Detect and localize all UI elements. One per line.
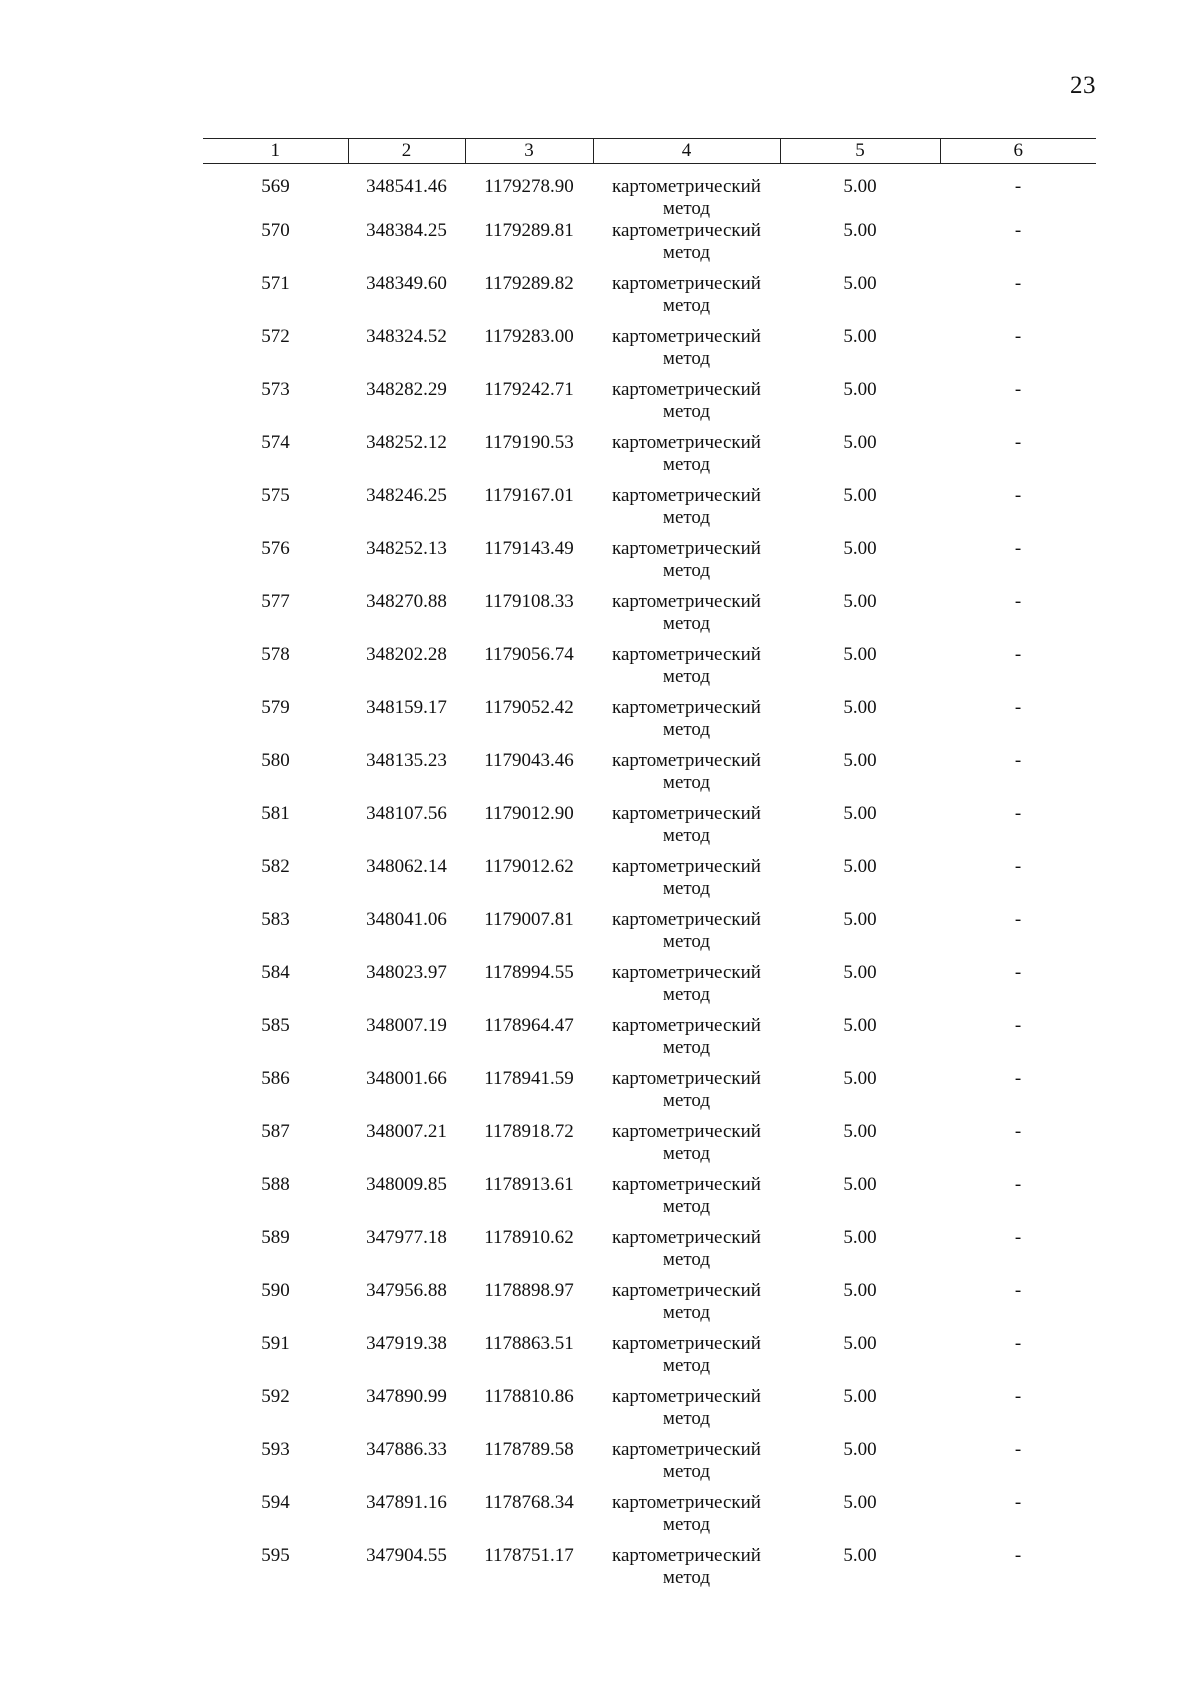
note-cell: - <box>1014 962 1022 983</box>
note-cell: - <box>1014 1492 1022 1513</box>
table-row <box>203 1227 1096 1280</box>
point-number-cell: 570 <box>261 220 290 241</box>
method-cell <box>593 962 780 1015</box>
x-coordinate-cell: 348041.06 <box>366 909 447 930</box>
x-coordinate-cell: 347886.33 <box>366 1439 447 1460</box>
accuracy-cell: 5.00 <box>843 326 877 347</box>
column-header-4: 4 <box>593 139 780 164</box>
method-line-2: метод <box>662 1143 711 1164</box>
method-line-1: картометрический <box>612 1439 761 1460</box>
table-row <box>203 1492 1096 1545</box>
y-coordinate-cell: 1178918.72 <box>484 1121 574 1142</box>
method-cell <box>593 1015 780 1068</box>
x-coordinate-cell: 348246.25 <box>366 485 447 506</box>
method-line-1: картометрический <box>612 1492 761 1513</box>
point-number-cell: 584 <box>261 962 290 983</box>
point-number-cell: 580 <box>261 750 290 771</box>
method-cell <box>593 1439 780 1492</box>
y-coordinate-cell: 1179007.81 <box>484 909 574 930</box>
x-coordinate-cell: 348324.52 <box>366 326 447 347</box>
point-number-cell: 587 <box>261 1121 290 1142</box>
method-line-1: картометрический <box>612 697 761 718</box>
note-cell: - <box>1014 1439 1022 1460</box>
method-line-2: метод <box>662 931 711 952</box>
x-coordinate-cell: 348541.46 <box>366 176 447 197</box>
accuracy-cell: 5.00 <box>843 485 877 506</box>
table-header <box>203 139 1096 164</box>
accuracy-cell: 5.00 <box>843 1227 877 1248</box>
method-line-1: картометрический <box>612 1386 761 1407</box>
method-line-1: картометрический <box>612 1121 761 1142</box>
method-cell <box>593 644 780 697</box>
method-line-1: картометрический <box>612 326 761 347</box>
method-line-1: картометрический <box>612 1333 761 1354</box>
table-row <box>203 962 1096 1015</box>
x-coordinate-cell: 348007.19 <box>366 1015 447 1036</box>
column-header-2: 2 <box>348 139 465 164</box>
method-cell <box>593 750 780 803</box>
method-cell <box>593 538 780 591</box>
note-cell: - <box>1014 591 1022 612</box>
note-cell: - <box>1014 1015 1022 1036</box>
point-number-cell: 589 <box>261 1227 290 1248</box>
x-coordinate-cell: 348270.88 <box>366 591 447 612</box>
table-row <box>203 164 1096 221</box>
method-cell <box>593 1068 780 1121</box>
method-line-1: картометрический <box>612 591 761 612</box>
x-coordinate-cell: 348107.56 <box>366 803 447 824</box>
method-cell <box>593 1121 780 1174</box>
table-row <box>203 856 1096 909</box>
y-coordinate-cell: 1179289.81 <box>484 220 574 241</box>
x-coordinate-cell: 347891.16 <box>366 1492 447 1513</box>
coordinates-table <box>203 138 1096 1598</box>
method-line-2: метод <box>662 454 711 475</box>
method-line-1: картометрический <box>612 644 761 665</box>
table-row <box>203 909 1096 962</box>
method-line-2: метод <box>662 719 711 740</box>
point-number-cell: 582 <box>261 856 290 877</box>
method-line-2: метод <box>662 613 711 634</box>
x-coordinate-cell: 348062.14 <box>366 856 447 877</box>
method-cell <box>593 1227 780 1280</box>
y-coordinate-cell: 1178941.59 <box>484 1068 574 1089</box>
y-coordinate-cell: 1178810.86 <box>484 1386 574 1407</box>
accuracy-cell: 5.00 <box>843 1333 877 1354</box>
method-line-2: метод <box>662 401 711 422</box>
note-cell: - <box>1014 1121 1022 1142</box>
accuracy-cell: 5.00 <box>843 1280 877 1301</box>
note-cell: - <box>1014 1333 1022 1354</box>
method-line-2: метод <box>662 1090 711 1111</box>
table-row <box>203 644 1096 697</box>
note-cell: - <box>1014 1227 1022 1248</box>
accuracy-cell: 5.00 <box>843 379 877 400</box>
method-cell <box>593 1333 780 1386</box>
table-row <box>203 485 1096 538</box>
method-line-1: картометрический <box>612 220 761 241</box>
x-coordinate-cell: 348023.97 <box>366 962 447 983</box>
note-cell: - <box>1014 326 1022 347</box>
x-coordinate-cell: 348202.28 <box>366 644 447 665</box>
method-line-1: картометрический <box>612 379 761 400</box>
point-number-cell: 573 <box>261 379 290 400</box>
table-body <box>203 164 1096 1599</box>
y-coordinate-cell: 1179289.82 <box>484 273 574 294</box>
point-number-cell: 581 <box>261 803 290 824</box>
method-cell <box>593 326 780 379</box>
table-row <box>203 432 1096 485</box>
accuracy-cell: 5.00 <box>843 1545 877 1566</box>
note-cell: - <box>1014 379 1022 400</box>
table-row <box>203 1121 1096 1174</box>
y-coordinate-cell: 1178768.34 <box>484 1492 574 1513</box>
method-cell <box>593 1545 780 1598</box>
y-coordinate-cell: 1179108.33 <box>484 591 574 612</box>
note-cell: - <box>1014 697 1022 718</box>
method-line-1: картометрический <box>612 856 761 877</box>
x-coordinate-cell: 347956.88 <box>366 1280 447 1301</box>
method-line-1: картометрический <box>612 1545 761 1566</box>
point-number-cell: 572 <box>261 326 290 347</box>
method-line-1: картометрический <box>612 176 761 197</box>
method-line-1: картометрический <box>612 273 761 294</box>
method-line-2: метод <box>662 825 711 846</box>
coordinates-table-container <box>203 138 1096 1598</box>
method-cell <box>593 591 780 644</box>
method-cell <box>593 803 780 856</box>
y-coordinate-cell: 1179056.74 <box>484 644 574 665</box>
method-cell <box>593 1386 780 1439</box>
point-number-cell: 594 <box>261 1492 290 1513</box>
method-cell <box>593 1492 780 1545</box>
table-row <box>203 803 1096 856</box>
note-cell: - <box>1014 538 1022 559</box>
table-row <box>203 1174 1096 1227</box>
accuracy-cell: 5.00 <box>843 1068 877 1089</box>
x-coordinate-cell: 348384.25 <box>366 220 447 241</box>
accuracy-cell: 5.00 <box>843 697 877 718</box>
method-line-2: метод <box>662 772 711 793</box>
method-cell <box>593 1174 780 1227</box>
y-coordinate-cell: 1179012.62 <box>484 856 574 877</box>
point-number-cell: 592 <box>261 1386 290 1407</box>
note-cell: - <box>1014 1545 1022 1566</box>
accuracy-cell: 5.00 <box>843 432 877 453</box>
y-coordinate-cell: 1178789.58 <box>484 1439 574 1460</box>
note-cell: - <box>1014 803 1022 824</box>
method-line-2: метод <box>662 1196 711 1217</box>
method-cell <box>593 856 780 909</box>
table-row <box>203 326 1096 379</box>
accuracy-cell: 5.00 <box>843 1386 877 1407</box>
x-coordinate-cell: 347890.99 <box>366 1386 447 1407</box>
method-line-1: картометрический <box>612 1174 761 1195</box>
x-coordinate-cell: 348252.13 <box>366 538 447 559</box>
method-cell <box>593 697 780 750</box>
method-cell <box>593 485 780 538</box>
table-header-row <box>203 139 1096 164</box>
column-header-5: 5 <box>780 139 940 164</box>
note-cell: - <box>1014 1280 1022 1301</box>
note-cell: - <box>1014 432 1022 453</box>
y-coordinate-cell: 1179278.90 <box>484 176 574 197</box>
accuracy-cell: 5.00 <box>843 750 877 771</box>
note-cell: - <box>1014 750 1022 771</box>
table-row <box>203 1015 1096 1068</box>
table-row <box>203 750 1096 803</box>
x-coordinate-cell: 348001.66 <box>366 1068 447 1089</box>
point-number-cell: 569 <box>261 176 290 197</box>
x-coordinate-cell: 348135.23 <box>366 750 447 771</box>
column-header-1: 1 <box>203 139 348 164</box>
method-line-1: картометрический <box>612 432 761 453</box>
point-number-cell: 595 <box>261 1545 290 1566</box>
method-line-2: метод <box>662 1249 711 1270</box>
method-line-2: метод <box>662 242 711 263</box>
table-row <box>203 1386 1096 1439</box>
y-coordinate-cell: 1179190.53 <box>484 432 574 453</box>
page-number: 23 <box>1070 72 1096 99</box>
method-line-1: картометрический <box>612 750 761 771</box>
point-number-cell: 583 <box>261 909 290 930</box>
note-cell: - <box>1014 856 1022 877</box>
method-line-1: картометрический <box>612 1280 761 1301</box>
accuracy-cell: 5.00 <box>843 962 877 983</box>
table-row <box>203 1280 1096 1333</box>
x-coordinate-cell: 347977.18 <box>366 1227 447 1248</box>
table-row <box>203 273 1096 326</box>
y-coordinate-cell: 1179167.01 <box>484 485 574 506</box>
accuracy-cell: 5.00 <box>843 176 877 197</box>
x-coordinate-cell: 348007.21 <box>366 1121 447 1142</box>
y-coordinate-cell: 1178913.61 <box>484 1174 574 1195</box>
x-coordinate-cell: 348282.29 <box>366 379 447 400</box>
method-line-2: метод <box>662 1461 711 1482</box>
method-cell <box>593 273 780 326</box>
column-header-3: 3 <box>465 139 593 164</box>
point-number-cell: 576 <box>261 538 290 559</box>
point-number-cell: 593 <box>261 1439 290 1460</box>
method-line-1: картометрический <box>612 538 761 559</box>
method-line-2: метод <box>662 1514 711 1535</box>
method-line-2: метод <box>662 295 711 316</box>
table-row <box>203 1333 1096 1386</box>
accuracy-cell: 5.00 <box>843 909 877 930</box>
accuracy-cell: 5.00 <box>843 220 877 241</box>
point-number-cell: 586 <box>261 1068 290 1089</box>
table-row <box>203 1068 1096 1121</box>
point-number-cell: 571 <box>261 273 290 294</box>
point-number-cell: 590 <box>261 1280 290 1301</box>
method-line-1: картометрический <box>612 1227 761 1248</box>
method-line-2: метод <box>662 1408 711 1429</box>
table-row <box>203 591 1096 644</box>
column-header-6: 6 <box>940 139 1096 164</box>
accuracy-cell: 5.00 <box>843 1015 877 1036</box>
note-cell: - <box>1014 644 1022 665</box>
y-coordinate-cell: 1179143.49 <box>484 538 574 559</box>
point-number-cell: 588 <box>261 1174 290 1195</box>
note-cell: - <box>1014 1068 1022 1089</box>
note-cell: - <box>1014 273 1022 294</box>
point-number-cell: 579 <box>261 697 290 718</box>
y-coordinate-cell: 1179012.90 <box>484 803 574 824</box>
method-line-2: метод <box>662 878 711 899</box>
accuracy-cell: 5.00 <box>843 644 877 665</box>
accuracy-cell: 5.00 <box>843 1439 877 1460</box>
point-number-cell: 574 <box>261 432 290 453</box>
y-coordinate-cell: 1179043.46 <box>484 750 574 771</box>
note-cell: - <box>1014 176 1022 197</box>
y-coordinate-cell: 1178964.47 <box>484 1015 574 1036</box>
y-coordinate-cell: 1179242.71 <box>484 379 574 400</box>
method-line-1: картометрический <box>612 962 761 983</box>
method-line-2: метод <box>662 984 711 1005</box>
method-line-1: картометрический <box>612 485 761 506</box>
y-coordinate-cell: 1178898.97 <box>484 1280 574 1301</box>
method-line-2: метод <box>662 348 711 369</box>
x-coordinate-cell: 348349.60 <box>366 273 447 294</box>
x-coordinate-cell: 348159.17 <box>366 697 447 718</box>
note-cell: - <box>1014 909 1022 930</box>
y-coordinate-cell: 1178994.55 <box>484 962 574 983</box>
method-cell <box>593 432 780 485</box>
accuracy-cell: 5.00 <box>843 856 877 877</box>
method-line-2: метод <box>662 560 711 581</box>
x-coordinate-cell: 347904.55 <box>366 1545 447 1566</box>
point-number-cell: 577 <box>261 591 290 612</box>
x-coordinate-cell: 348252.12 <box>366 432 447 453</box>
x-coordinate-cell: 347919.38 <box>366 1333 447 1354</box>
method-line-1: картометрический <box>612 1068 761 1089</box>
method-line-2: метод <box>662 1037 711 1058</box>
accuracy-cell: 5.00 <box>843 1174 877 1195</box>
method-cell <box>593 1280 780 1333</box>
method-line-2: метод <box>662 1567 711 1588</box>
method-line-2: метод <box>662 1355 711 1376</box>
point-number-cell: 591 <box>261 1333 290 1354</box>
note-cell: - <box>1014 1174 1022 1195</box>
note-cell: - <box>1014 485 1022 506</box>
point-number-cell: 578 <box>261 644 290 665</box>
accuracy-cell: 5.00 <box>843 273 877 294</box>
method-line-2: метод <box>662 666 711 687</box>
table-row <box>203 697 1096 750</box>
method-line-1: картометрический <box>612 909 761 930</box>
method-cell <box>593 379 780 432</box>
table-row <box>203 379 1096 432</box>
accuracy-cell: 5.00 <box>843 1121 877 1142</box>
method-cell <box>593 164 780 221</box>
y-coordinate-cell: 1178863.51 <box>484 1333 574 1354</box>
method-line-2: метод <box>662 198 711 219</box>
y-coordinate-cell: 1178751.17 <box>484 1545 574 1566</box>
table-row <box>203 538 1096 591</box>
point-number-cell: 585 <box>261 1015 290 1036</box>
point-number-cell: 575 <box>261 485 290 506</box>
table-row <box>203 1545 1096 1598</box>
method-cell <box>593 220 780 273</box>
accuracy-cell: 5.00 <box>843 803 877 824</box>
accuracy-cell: 5.00 <box>843 1492 877 1513</box>
note-cell: - <box>1014 1386 1022 1407</box>
y-coordinate-cell: 1179052.42 <box>484 697 574 718</box>
table-row <box>203 1439 1096 1492</box>
y-coordinate-cell: 1178910.62 <box>484 1227 574 1248</box>
table-row <box>203 220 1096 273</box>
accuracy-cell: 5.00 <box>843 591 877 612</box>
note-cell: - <box>1014 220 1022 241</box>
y-coordinate-cell: 1179283.00 <box>484 326 574 347</box>
method-line-1: картометрический <box>612 1015 761 1036</box>
method-line-2: метод <box>662 1302 711 1323</box>
method-cell <box>593 909 780 962</box>
x-coordinate-cell: 348009.85 <box>366 1174 447 1195</box>
method-line-1: картометрический <box>612 803 761 824</box>
accuracy-cell: 5.00 <box>843 538 877 559</box>
method-line-2: метод <box>662 507 711 528</box>
